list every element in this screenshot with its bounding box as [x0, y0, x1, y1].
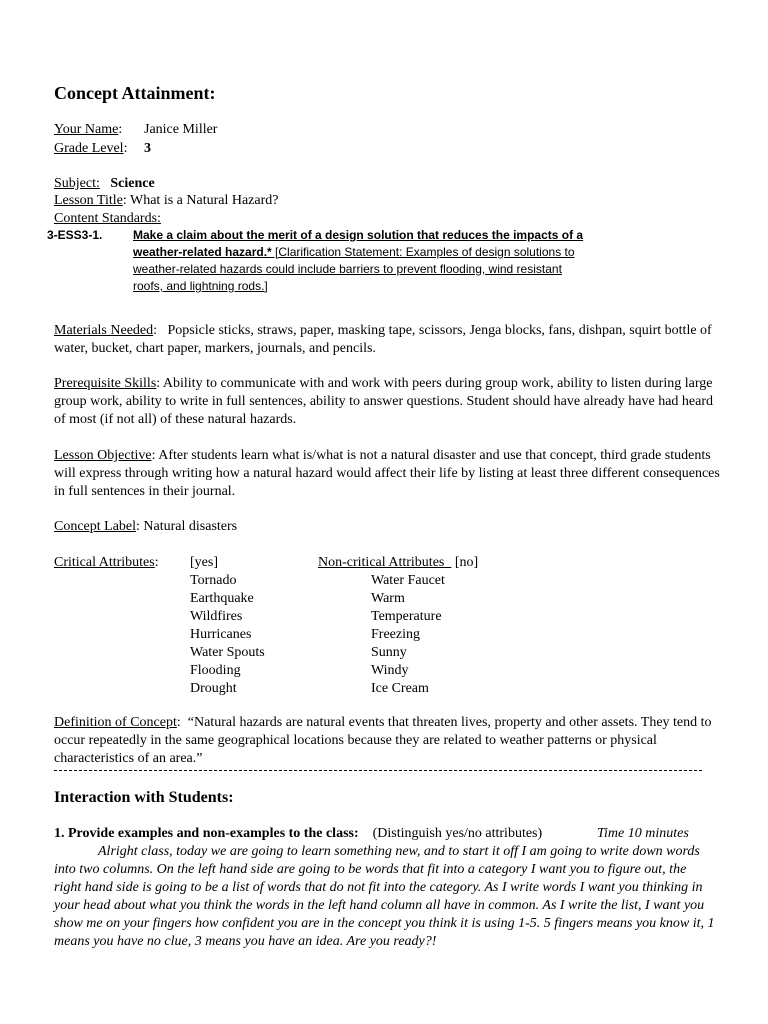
critical-label: Critical Attributes [54, 555, 155, 570]
critical-tag: [yes] [190, 555, 218, 570]
step-1-time: Time 10 minutes [597, 826, 689, 841]
concept-label-section: Concept Label: Natural disasters [54, 519, 238, 534]
noncritical-attribute-item: Warm [371, 591, 405, 606]
noncritical-tag: [no] [454, 555, 479, 570]
noncritical-attribute-item: Windy [371, 663, 409, 678]
section-divider [54, 770, 702, 771]
materials-label: Materials Needed [54, 323, 154, 338]
objective-label: Lesson Objective [54, 448, 152, 463]
grade-value: 3 [144, 141, 151, 156]
prerequisite-text: Ability to communicate with and work with peers during group work, ability to listen during large group work, ability to write in full sentences, ability to answer questions. Student should have already have had heard of most (if not all) of these natural hazards. [54, 376, 714, 427]
critical-attribute-item: Earthquake [190, 591, 254, 606]
name-value: Janice Miller [144, 122, 218, 137]
prerequisite-section: Prerequisite Skills: Ability to communicate with and work with peers during group work, ability to listen during large group work, ability to write in full sentences, ability to answer questions. Student should have already have had heard of most (if not all) of these natural hazards. [54, 376, 714, 427]
concept-label-label: Concept Label [54, 519, 137, 534]
standard-line-3: weather-related hazards could include barriers to prevent flooding, wind resistant [133, 262, 562, 276]
noncritical-attributes-heading [318, 554, 478, 572]
step-1-title: 1. Provide examples and non-examples to the class: [54, 826, 359, 841]
noncritical-attribute-item: Temperature [371, 609, 442, 624]
critical-attribute-item: Flooding [190, 663, 241, 678]
lesson-title-label: Lesson Title [54, 193, 123, 208]
materials-section: Materials Needed: Popsicle sticks, straws, paper, masking tape, scissors, Jenga blocks, fans, dishpan, squirt bottle of water, bucket, chart paper, markers, journals, and pencils. [54, 323, 712, 356]
step-1-row [54, 825, 542, 843]
critical-attribute-item: Wildfires [190, 609, 243, 624]
critical-attribute-item: Hurricanes [190, 627, 252, 642]
prerequisite-label: Prerequisite Skills [54, 376, 157, 391]
standard-line-2-rest: [Clarification Statement: Examples of design solutions to [271, 245, 575, 259]
materials-text: Popsicle sticks, straws, paper, masking tape, scissors, Jenga blocks, fans, dishpan, squirt bottle of water, bucket, chart paper, markers, journals, and pencils. [54, 323, 712, 356]
critical-attribute-item: Drought [190, 681, 237, 696]
name-label: Your Name [54, 122, 119, 137]
grade-label: Grade Level [54, 141, 124, 156]
lesson-title-row: Lesson Title: What is a Natural Hazard? [54, 193, 279, 208]
definition-label: Definition of Concept [54, 715, 177, 730]
grade-row: Grade Level: [54, 141, 128, 156]
content-standards-label: Content Standards: [54, 211, 161, 226]
subject-label: Subject: [54, 176, 100, 191]
page-title: Concept Attainment: [54, 83, 216, 103]
step-1-script: Alright class, today we are going to learn something new, and to start it off I am going to write down words into two columns. On the left hand side are going to be words that fit into a category I want you to figure out, the right hand side is going to be a list of words that do not fit into the category. As I write words I want you thinking in your head about what you think the words in the left hand column all have in common. As I write the list, I want you show me on your fingers how confident you are in the concept you think it is using 1-5. 5 fingers means you know it, 1 means you have no clue, 3 means you have an idea. Are you ready?! [54, 844, 715, 949]
lesson-title-value: What is a Natural Hazard? [130, 193, 279, 208]
critical-attribute-item: Tornado [190, 573, 237, 588]
noncritical-attribute-item: Water Faucet [371, 573, 445, 588]
standard-line-2 [133, 244, 575, 261]
standard-line-4: roofs, and lightning rods.] [133, 279, 268, 293]
objective-text: After students learn what is/what is not a natural disaster and use that concept, third grade students will express through writing how a natural hazard would affect their life by listing at least three different consequences in full sentences in their journal. [54, 448, 720, 499]
noncritical-attribute-item: Sunny [371, 645, 407, 660]
noncritical-label: Non-critical Attributes [318, 555, 445, 570]
subject-value: Science [110, 176, 155, 191]
noncritical-attribute-item: Ice Cream [371, 681, 429, 696]
objective-section: Lesson Objective: After students learn what is/what is not a natural disaster and use that concept, third grade students will express through writing how a natural hazard would affect their life by listing at least three different consequences in full sentences in their journal. [54, 448, 720, 499]
subject-row [54, 175, 155, 193]
standard-line-2-bold: weather-related hazard.* [133, 245, 272, 259]
critical-attribute-item: Water Spouts [190, 645, 265, 660]
critical-attributes-heading: Critical Attributes: [54, 555, 159, 570]
definition-text: “Natural hazards are natural events that threaten lives, property and other assets. They tend to occur repeatedly in the same geographical locations because they are related to weather patterns or physical characteristics of an area.” [54, 715, 712, 766]
standard-line-1: Make a claim about the merit of a design solution that reduces the impacts of a [133, 228, 584, 242]
definition-section: Definition of Concept: “Natural hazards are natural events that threaten lives, property and other assets. They tend to occur repeatedly in the same geographical locations because they are related to weather patterns or physical characteristics of an area.” [54, 715, 712, 766]
concept-label-text: Natural disasters [143, 519, 238, 534]
standard-code: 3-ESS3-1. [47, 228, 103, 242]
interaction-heading: Interaction with Students: [54, 789, 234, 806]
name-row: Your Name: [54, 122, 123, 137]
step-1-note: (Distinguish yes/no attributes) [372, 826, 543, 841]
noncritical-attribute-item: Freezing [371, 627, 420, 642]
